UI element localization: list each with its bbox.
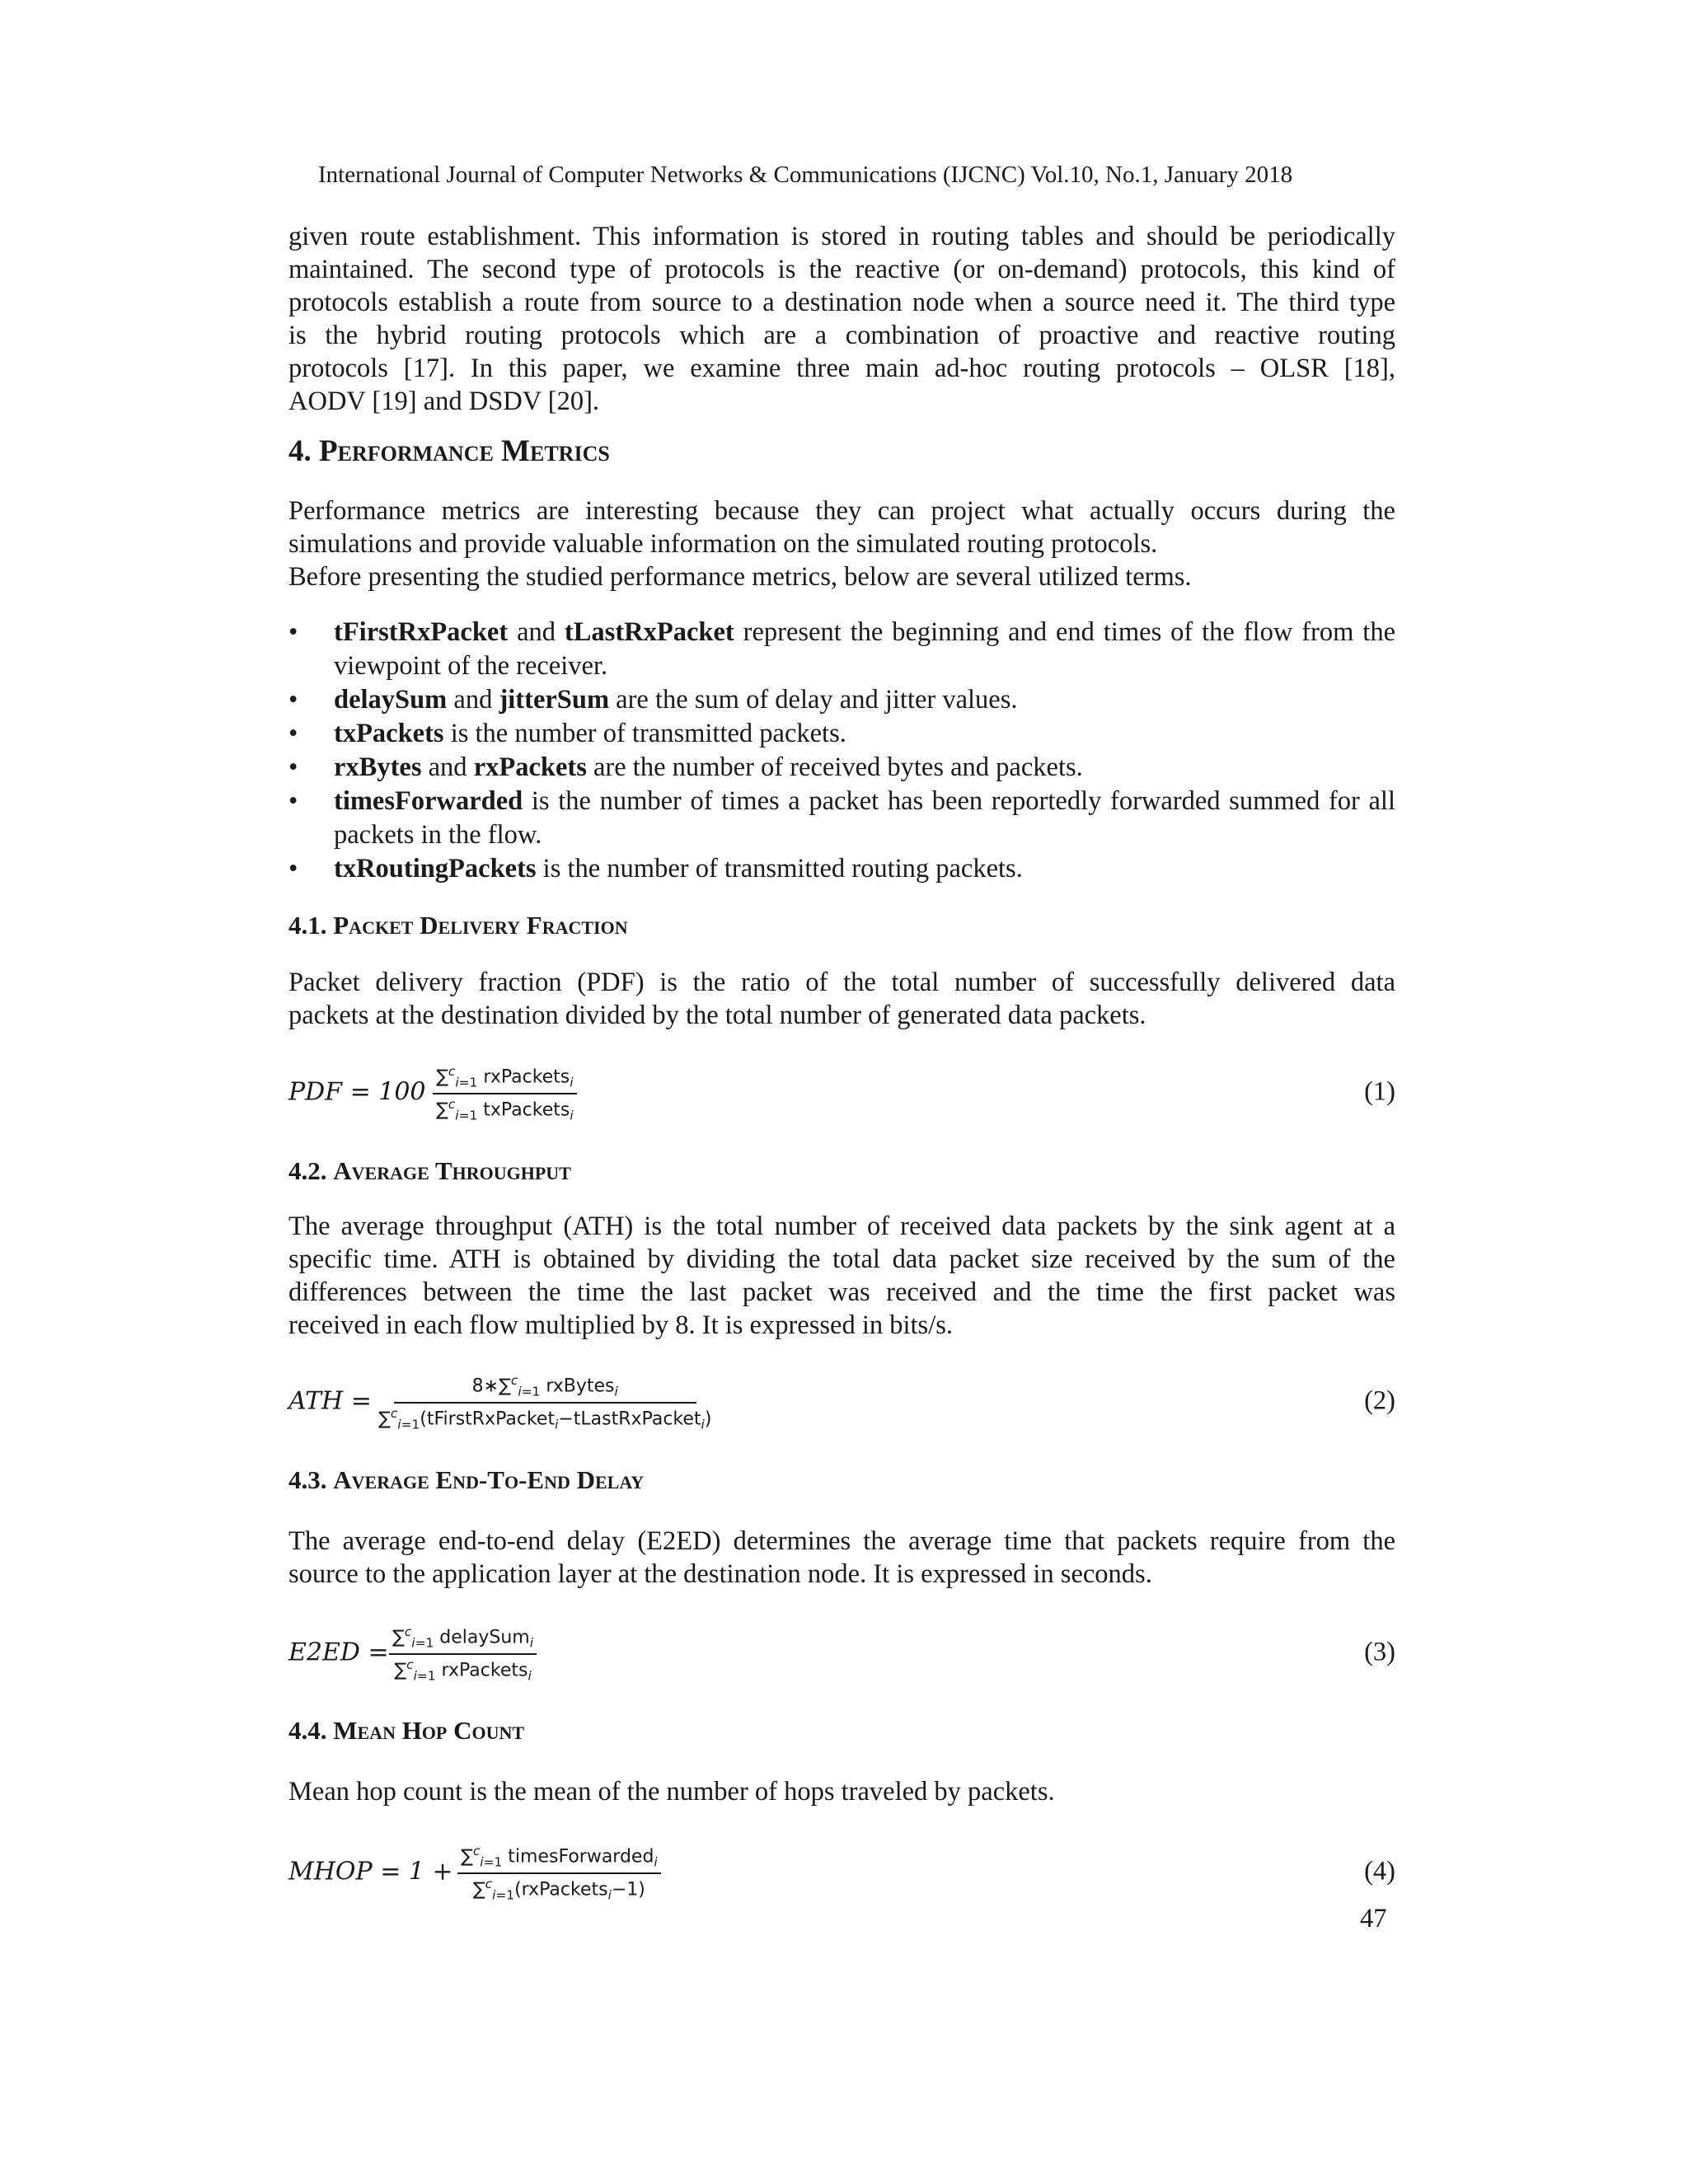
list-item: • delaySum and jitterSum are the sum of delay and jitter values.: [288, 685, 1018, 715]
subsection-heading: 4.4. Mean Hop Count: [288, 1716, 525, 1745]
text-line: protocols [17]. In this paper, we examine three main ad-hoc routing protocols – OLSR [18],: [288, 354, 1395, 383]
metrics-intro-paragraph: [288, 494, 1395, 593]
equation-lhs: PDF = 100: [288, 1077, 426, 1107]
text-line: AODV [19] and DSDV [20].: [288, 387, 600, 416]
text-line: The average throughput (ATH) is the total number of received data packets by the sink agent at a: [288, 1212, 1395, 1241]
list-item: • tFirstRxPacket and tLastRxPacket represent the beginning and end times of the flow from the viewpoint of the receiver.: [288, 617, 1395, 681]
text-line: specific time. ATH is obtained by dividing the total data packet size received by the sum of the: [288, 1244, 1395, 1274]
list-item: • txRoutingPackets is the number of transmitted routing packets.: [288, 854, 1023, 883]
page-number: 47: [1360, 1904, 1387, 1933]
ath-paragraph: [288, 1210, 1395, 1342]
text-line: is the hybrid routing protocols which are a combination of proactive and reactive routing: [288, 321, 1395, 350]
text-line: The average end-to-end delay (E2ED) determines the average time that packets require from the: [288, 1526, 1395, 1556]
intro-paragraph: [288, 220, 1395, 418]
text-line: protocols establish a route from source to a destination node when a source need it. The third type: [288, 288, 1395, 317]
equation-number: (1): [1364, 1076, 1395, 1107]
mhop-paragraph: [288, 1775, 1395, 1808]
subsection-heading: 4.3. Average End-To-End Delay: [288, 1465, 645, 1494]
text-line: source to the application layer at the destination node. It is expressed in seconds.: [288, 1559, 1152, 1589]
text-line: simulations and provide valuable information on the simulated routing protocols.: [288, 529, 1158, 559]
equation-1: [288, 1059, 1395, 1125]
terms-list: [288, 616, 1395, 886]
equation-number: (3): [1364, 1637, 1395, 1667]
section-number: 4.: [288, 434, 312, 468]
equation-number: (4): [1364, 1856, 1395, 1886]
equation-lhs: ATH =: [288, 1386, 372, 1416]
text-line: packets at the destination divided by the total number of generated data packets.: [288, 1001, 1146, 1030]
text-line: differences between the time the last packet was received and the time the first packet was: [288, 1277, 1395, 1307]
equation-fraction: ∑$^c_{i=1}$ rxPackets$_i$ ∑$^c_{i=1}$ txPackets$_i$: [433, 1064, 577, 1122]
pdf-paragraph: [288, 966, 1395, 1032]
text-line: maintained. The second type of protocols is the reactive (or on-demand) protocols, this kind of: [288, 255, 1395, 284]
equation-number: (2): [1364, 1385, 1395, 1416]
equation-4: [288, 1839, 1395, 1905]
list-item: • txPackets is the number of transmitted packets.: [288, 719, 846, 748]
text-line: received in each flow multiplied by 8. It is expressed in bits/s.: [288, 1310, 953, 1340]
list-item: • rxBytes and rxPackets are the number of received bytes and packets.: [288, 752, 1083, 782]
equation-lhs: E2ED =: [288, 1638, 389, 1667]
subsection-heading: 4.1. Packet Delivery Fraction: [288, 911, 628, 940]
equation-fraction: ∑$^c_{i=1}$ delaySum$_i$ ∑$^c_{i=1}$ rxPackets$_i$: [389, 1624, 537, 1683]
equation-3: [288, 1619, 1395, 1685]
e2ed-paragraph: [288, 1525, 1395, 1591]
section-heading: [288, 434, 610, 469]
text-line: Performance metrics are interesting because they can project what actually occurs during the: [288, 496, 1395, 526]
equation-2: [288, 1368, 1395, 1434]
equation-lhs: MHOP = 1 +: [288, 1857, 453, 1886]
text-line: given route establishment. This information is stored in routing tables and should be periodically: [288, 222, 1395, 251]
text-line: Mean hop count is the mean of the number of hops traveled by packets.: [288, 1777, 1055, 1807]
running-header: International Journal of Computer Networks & Communications (IJCNC) Vol.10, No.1, January 2018: [318, 162, 1293, 188]
list-item: • timesForwarded is the number of times a packet has been reportedly forwarded summed for all packets in the flow.: [288, 786, 1395, 850]
text-line: Packet delivery fraction (PDF) is the ratio of the total number of successfully delivered data: [288, 968, 1395, 997]
section-title: Performance Metrics: [319, 434, 610, 468]
equation-fraction: ∑$^c_{i=1}$ timesForwarded$_i$ ∑$^c_{i=1}$(rxPackets$_i$−1): [457, 1844, 661, 1902]
subsection-heading: 4.2. Average Throughput: [288, 1156, 571, 1185]
text-line: Before presenting the studied performance metrics, below are several utilized terms.: [288, 562, 1192, 592]
equation-fraction: 8∗∑$^c_{i=1}$ rxBytes$_i$ ∑$^c_{i=1}$(tFirstRxPacket$_i$−tLastRxPacket$_i$): [378, 1373, 712, 1432]
